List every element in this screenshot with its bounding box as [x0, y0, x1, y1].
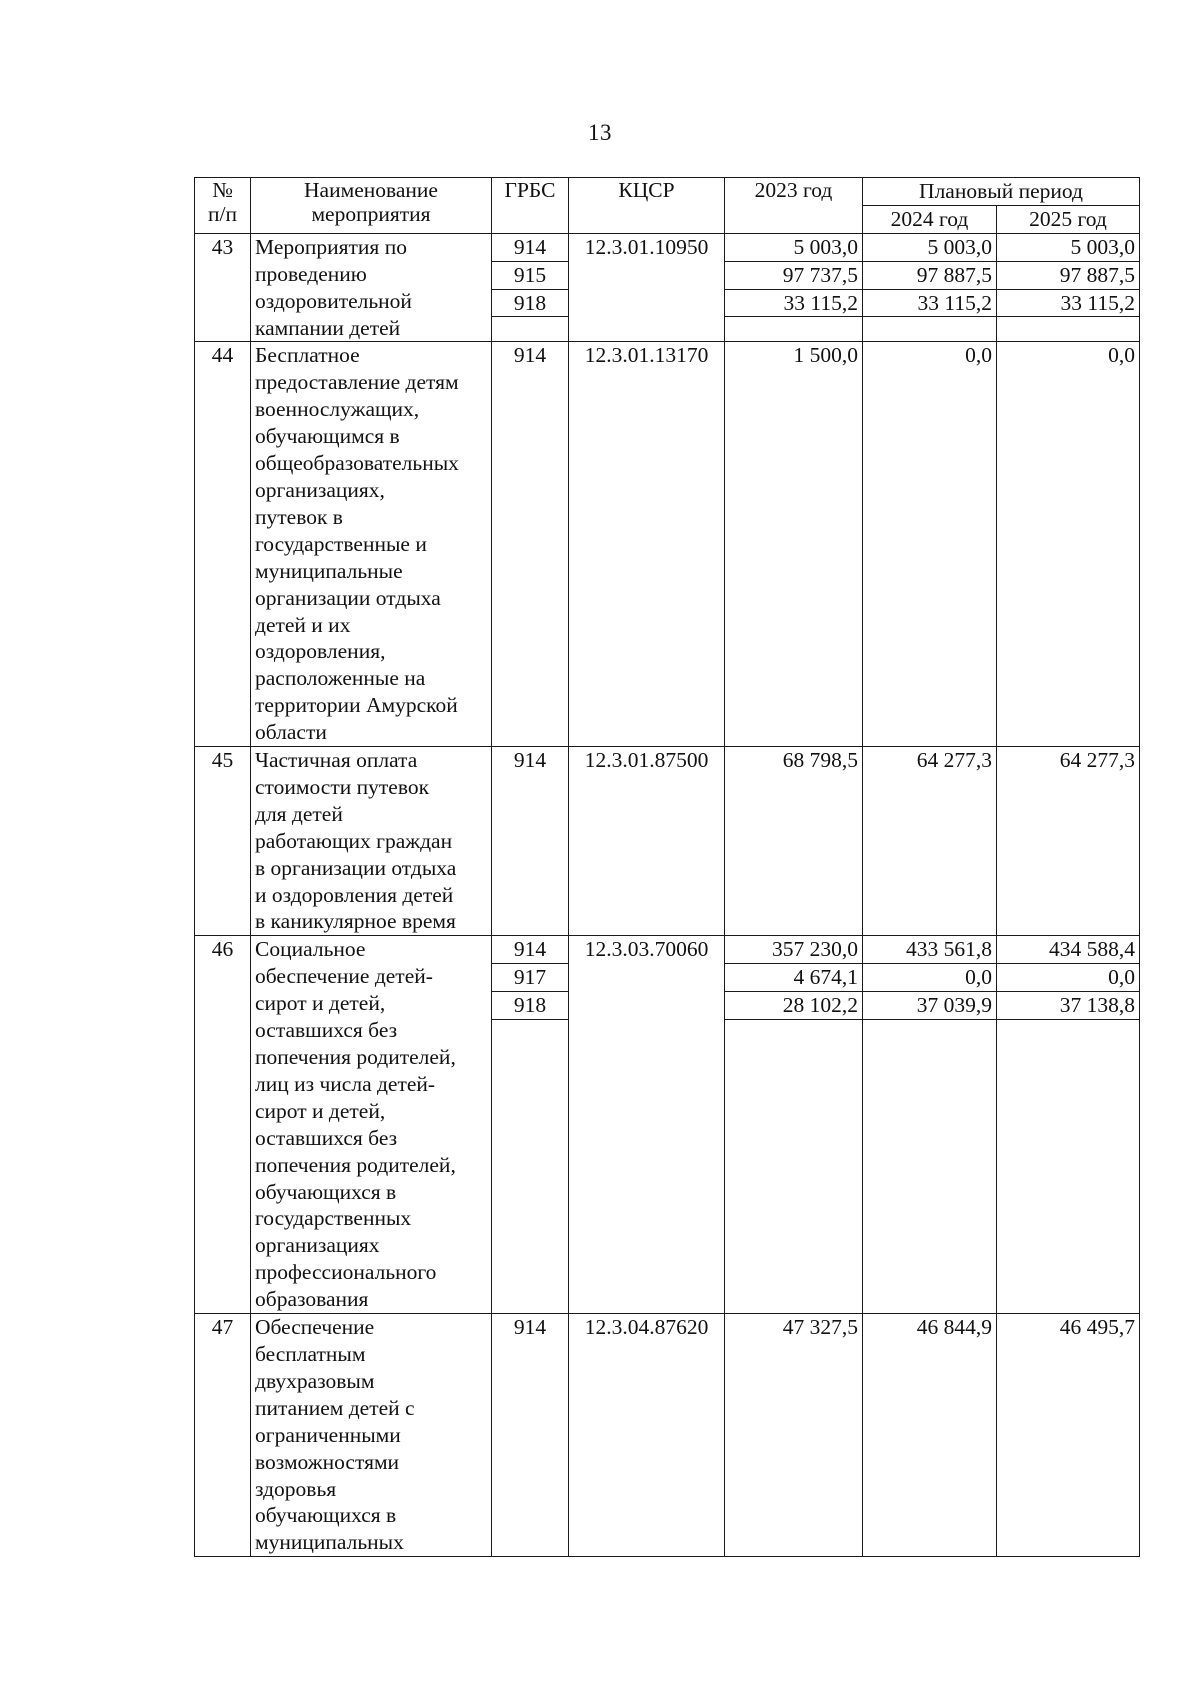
row-grbs-value: 918	[492, 290, 568, 318]
row-2024	[863, 342, 997, 747]
row-2024-value: 46 844,9	[916, 1315, 992, 1340]
row-name-line: обучающихся в	[255, 1179, 397, 1204]
row-2025-value: 0,0	[1108, 343, 1135, 368]
table-row	[195, 1314, 1140, 1557]
row-name-line: расположенные на	[255, 666, 426, 691]
row-name-line: государственных	[255, 1206, 412, 1231]
header-grbs: ГРБС	[492, 178, 569, 234]
row-2025-value: 434 588,4	[997, 936, 1139, 964]
header-name-line2: мероприятия	[311, 202, 431, 226]
row-name-line: бесплатным	[255, 1341, 366, 1366]
header-num	[195, 178, 251, 234]
row-name-line: и оздоровления детей	[255, 882, 454, 907]
row-grbs	[492, 1314, 569, 1557]
row-name-line: оздоровительной	[255, 288, 412, 313]
row-name-line: работающих граждан	[255, 828, 453, 853]
row-kcsr: 12.3.04.87620	[569, 1314, 725, 1557]
row-kcsr: 12.3.01.13170	[569, 342, 725, 747]
row-name-line: в каникулярное время	[255, 909, 456, 934]
row-2024-value: 433 561,8	[863, 936, 996, 964]
row-name-line: попечения родителей,	[255, 1152, 456, 1177]
row-name-line: военнослужащих,	[255, 397, 420, 422]
row-name-line: образования	[255, 1287, 369, 1312]
row-kcsr: 12.3.01.10950	[569, 233, 725, 342]
row-2024	[863, 1314, 997, 1557]
row-2024-value: 5 003,0	[863, 234, 996, 262]
row-name-line: Обеспечение	[255, 1315, 375, 1340]
row-name-line: общеобразовательных	[255, 451, 459, 476]
row-2025-value: 46 495,7	[1059, 1315, 1135, 1340]
row-name-line: для детей	[255, 801, 343, 826]
row-name-line: стоимости путевок	[255, 774, 430, 799]
row-2024-value: 0,0	[863, 964, 996, 992]
header-name-line1: Наименование	[304, 178, 438, 202]
row-name-line: лиц из числа детей-	[255, 1071, 436, 1096]
header-name	[251, 178, 492, 234]
header-year-2024: 2024 год	[863, 205, 997, 233]
row-2025-value: 5 003,0	[997, 234, 1139, 262]
row-2025	[997, 936, 1140, 1314]
table-row	[195, 936, 1140, 1314]
row-2023-value: 68 798,5	[782, 748, 858, 773]
row-2023	[725, 342, 863, 747]
header-row-1	[195, 178, 1140, 206]
row-name-line: обеспечение детей-	[255, 964, 433, 989]
row-2023-value: 4 674,1	[725, 964, 862, 992]
row-grbs-value: 914	[513, 1315, 547, 1340]
row-2024	[863, 747, 997, 936]
row-name-line: государственные и	[255, 531, 427, 556]
header-num-line1: №	[212, 178, 233, 202]
row-2023-value: 28 102,2	[725, 992, 862, 1020]
row-grbs	[492, 747, 569, 936]
table-row	[195, 342, 1140, 747]
header-kcsr: КЦСР	[569, 178, 725, 234]
row-number: 47	[195, 1314, 251, 1557]
row-name-line: Частичная оплата	[255, 748, 418, 773]
row-name-line: питанием детей с	[255, 1395, 415, 1420]
row-name-line: ограниченными	[255, 1422, 401, 1447]
row-2025-value: 33 115,2	[997, 290, 1139, 318]
row-name-line: Бесплатное	[255, 343, 360, 368]
header-num-line2: п/п	[208, 202, 237, 226]
row-2025	[997, 1314, 1140, 1557]
row-name-line: проведению	[255, 261, 367, 286]
row-name-line: сирот и детей,	[255, 991, 386, 1016]
row-name-line: Мероприятия по	[255, 234, 407, 259]
page-number: 13	[588, 120, 612, 145]
budget-table	[194, 177, 1140, 1557]
row-name	[251, 747, 492, 936]
row-name-line: двухразовым	[255, 1368, 375, 1393]
row-name-line: оздоровления,	[255, 639, 386, 664]
row-name-line: предоставление детям	[255, 370, 459, 395]
row-name-line: оставшихся без	[255, 1125, 398, 1150]
row-2025-value: 97 887,5	[997, 262, 1139, 290]
row-2023	[725, 233, 863, 342]
row-2023-value: 97 737,5	[725, 262, 862, 290]
row-2023-value: 47 327,5	[782, 1315, 858, 1340]
row-name-line: обучающихся в	[255, 1503, 397, 1528]
row-name-line: территории Амурской	[255, 693, 458, 718]
row-2025-value: 0,0	[997, 964, 1139, 992]
row-grbs-value: 914	[513, 343, 547, 368]
row-2024	[863, 233, 997, 342]
row-name-line: муниципальных	[255, 1530, 404, 1555]
row-name-line: области	[255, 720, 327, 745]
row-name-line: путевок в	[255, 504, 343, 529]
row-grbs	[492, 936, 569, 1314]
row-grbs	[492, 233, 569, 342]
row-name-line: оставшихся без	[255, 1018, 398, 1043]
row-grbs-value: 917	[492, 964, 568, 992]
row-2023	[725, 1314, 863, 1557]
row-2023	[725, 936, 863, 1314]
row-name-line: здоровья	[255, 1476, 337, 1501]
row-2024	[863, 936, 997, 1314]
row-2023-value: 33 115,2	[725, 290, 862, 318]
header-year-2025: 2025 год	[997, 205, 1140, 233]
row-name-line: сирот и детей,	[255, 1098, 386, 1123]
row-number: 46	[195, 936, 251, 1314]
row-name-line: попечения родителей,	[255, 1045, 456, 1069]
row-2024-value: 97 887,5	[863, 262, 996, 290]
row-2024-value: 64 277,3	[916, 748, 992, 773]
row-kcsr: 12.3.03.70060	[569, 936, 725, 1314]
header-year-2023: 2023 год	[725, 178, 863, 234]
row-2024-value: 33 115,2	[863, 290, 996, 318]
row-grbs-value: 914	[492, 234, 568, 262]
row-number: 45	[195, 747, 251, 936]
row-2023-value: 357 230,0	[725, 936, 862, 964]
row-name	[251, 936, 492, 1314]
row-grbs	[492, 342, 569, 747]
row-grbs-value: 914	[492, 936, 568, 964]
row-name-line: обучающимся в	[255, 424, 400, 449]
row-2025-value: 64 277,3	[1059, 748, 1135, 773]
row-grbs-value: 914	[513, 748, 547, 773]
row-name-line: организациях	[255, 1233, 380, 1258]
row-2023-value: 1 500,0	[793, 343, 858, 368]
row-kcsr: 12.3.01.87500	[569, 747, 725, 936]
row-2025	[997, 342, 1140, 747]
row-2025	[997, 233, 1140, 342]
row-name-line: организации отдыха	[255, 585, 441, 610]
row-2023	[725, 747, 863, 936]
row-2025	[997, 747, 1140, 936]
row-name	[251, 1314, 492, 1557]
row-name-line: возможностями	[255, 1449, 400, 1474]
row-name	[251, 342, 492, 747]
table-row	[195, 747, 1140, 936]
row-grbs-value: 918	[492, 992, 568, 1020]
row-2023-value: 5 003,0	[725, 234, 862, 262]
row-name	[251, 233, 492, 342]
header-plan-period: Плановый период	[863, 178, 1140, 206]
row-name-line: Социальное	[255, 937, 366, 962]
row-grbs-value: 915	[492, 262, 568, 290]
row-name-line: муниципальные	[255, 558, 403, 583]
row-name-line: кампании детей	[255, 315, 401, 340]
row-2024-value: 37 039,9	[863, 992, 996, 1020]
table-row	[195, 233, 1140, 342]
row-number: 44	[195, 342, 251, 747]
row-2024-value: 0,0	[965, 343, 992, 368]
row-2025-value: 37 138,8	[997, 992, 1139, 1020]
row-number: 43	[195, 233, 251, 342]
row-name-line: детей и их	[255, 612, 351, 637]
row-name-line: организациях,	[255, 477, 385, 502]
row-name-line: профессионального	[255, 1260, 437, 1285]
row-name-line: в организации отдыха	[255, 855, 457, 880]
